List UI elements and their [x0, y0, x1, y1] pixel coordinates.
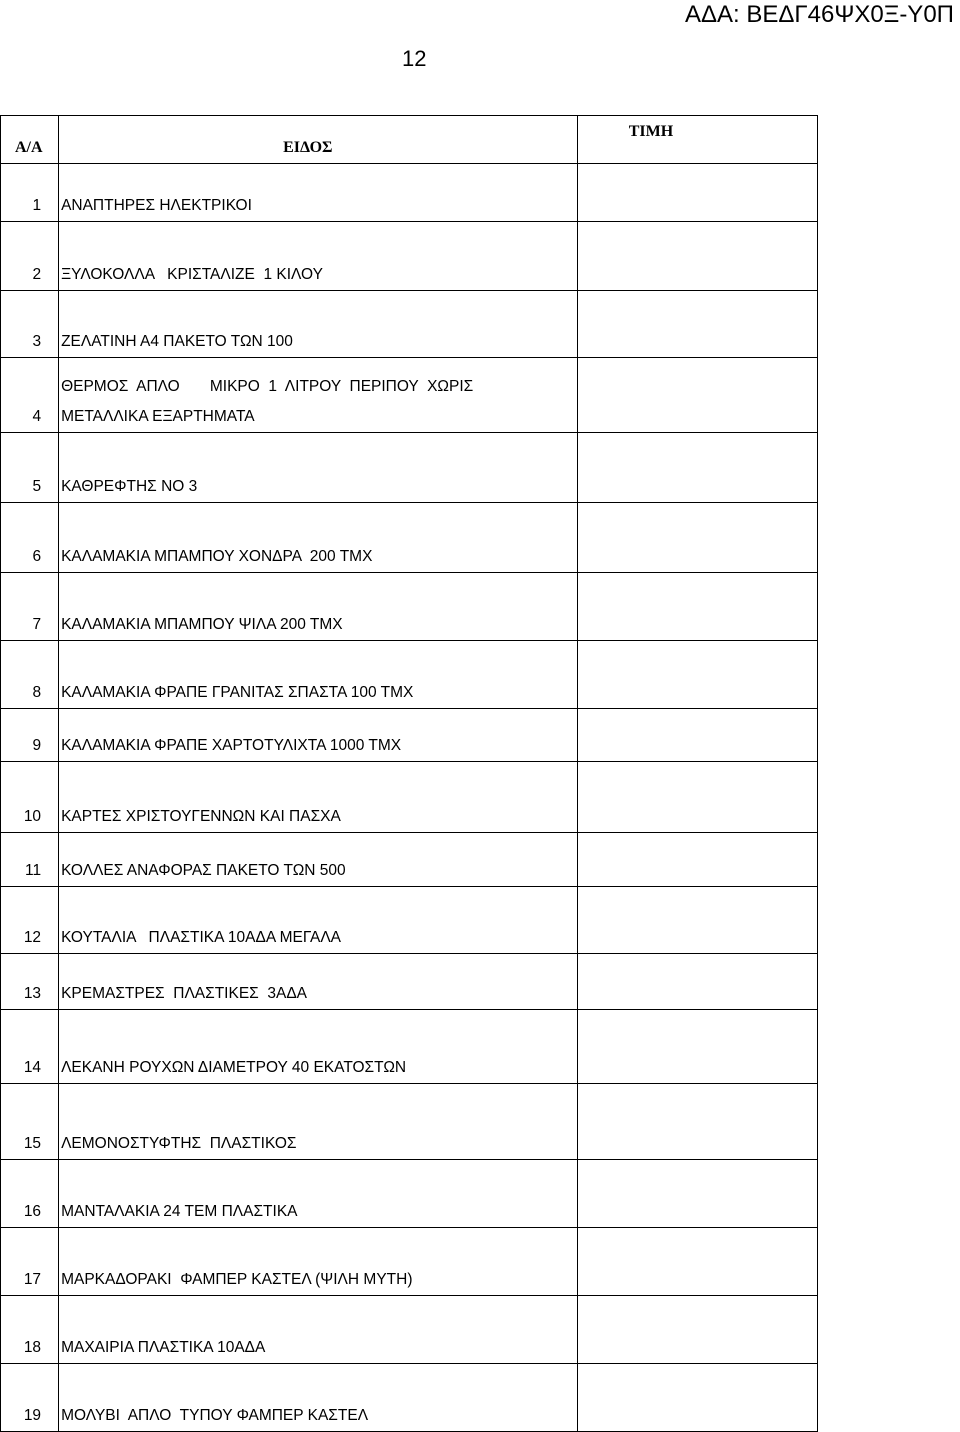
row-price	[577, 762, 817, 833]
table-row	[1, 1010, 818, 1084]
description-line: ΜΕΤΑΛΛΙΚΑ ΕΞΑΡΤΗΜΑΤΑ	[61, 408, 255, 425]
row-description	[59, 954, 578, 1010]
row-price	[577, 887, 817, 954]
table-row	[1, 1296, 818, 1364]
row-description	[59, 1228, 578, 1296]
table-row	[1, 1364, 818, 1432]
table-row	[1, 222, 818, 291]
description-line: ΞΥΛΟΚΟΛΛΑ ΚΡΙΣΤΑΛΙΖΕ 1 ΚΙΛΟΥ	[61, 266, 323, 283]
row-price	[577, 709, 817, 762]
table-row	[1, 709, 818, 762]
row-number: 2	[1, 222, 59, 291]
description-line: ΖΕΛΑΤΙΝΗ Α4 ΠΑΚΕΤΟ ΤΩΝ 100	[61, 333, 293, 350]
row-price	[577, 1160, 817, 1228]
table-row	[1, 433, 818, 503]
row-number: 16	[1, 1160, 59, 1228]
row-description	[59, 433, 578, 503]
description-line: ΚΑΘΡΕΦΤΗΣ ΝΟ 3	[61, 478, 198, 495]
row-number: 18	[1, 1296, 59, 1364]
description-line: ΜΟΛΥΒΙ ΑΠΛΟ ΤΥΠΟΥ ΦΑΜΠΕΡ ΚΑΣΤΕΛ	[61, 1407, 369, 1424]
row-price	[577, 358, 817, 433]
row-number: 10	[1, 762, 59, 833]
description-line: ΚΡΕΜΑΣΤΡΕΣ ΠΛΑΣΤΙΚΕΣ 3ΑΔΑ	[61, 985, 308, 1002]
table-row	[1, 1160, 818, 1228]
table-row	[1, 762, 818, 833]
description-line: ΜΑΡΚΑΔΟΡΑΚΙ ΦΑΜΠΕΡ ΚΑΣΤΕΛ (ΨΙΛΗ ΜΥΤΗ)	[61, 1271, 413, 1288]
page-number: 12	[402, 46, 427, 71]
row-number: 3	[1, 291, 59, 358]
description-line: ΚΑΛΑΜΑΚΙΑ ΦΡΑΠΕ ΓΡΑΝΙΤΑΣ ΣΠΑΣΤΑ 100 ΤΜΧ	[61, 684, 414, 701]
description-line: ΜΑΧΑΙΡΙΑ ΠΛΑΣΤΙΚΑ 10ΑΔΑ	[61, 1339, 266, 1356]
row-price	[577, 1228, 817, 1296]
table-row	[1, 164, 818, 222]
header-timi: ΤΙΜΗ	[577, 116, 817, 164]
row-description	[59, 222, 578, 291]
row-description	[59, 164, 578, 222]
row-number: 15	[1, 1084, 59, 1160]
row-description	[59, 573, 578, 641]
ada-code: ΑΔΑ: ΒΕΔΓ46ΨΧ0Ξ-Υ0Π	[684, 1, 954, 28]
row-number: 7	[1, 573, 59, 641]
row-price	[577, 954, 817, 1010]
description-line: ΛΕΚΑΝΗ ΡΟΥΧΩΝ ΔΙΑΜΕΤΡΟΥ 40 ΕΚΑΤΟΣΤΩΝ	[61, 1059, 407, 1076]
items-table	[0, 115, 818, 1432]
table-header-row	[1, 116, 818, 164]
row-number: 1	[1, 164, 59, 222]
row-number: 19	[1, 1364, 59, 1432]
row-description	[59, 1296, 578, 1364]
row-number: 14	[1, 1010, 59, 1084]
row-description	[59, 1010, 578, 1084]
table-row	[1, 1228, 818, 1296]
row-description	[59, 1084, 578, 1160]
row-price	[577, 164, 817, 222]
description-line: ΚΑΛΑΜΑΚΙΑ ΜΠΑΜΠΟΥ ΧΟΝΔΡΑ 200 ΤΜΧ	[61, 548, 373, 565]
row-description	[59, 358, 578, 433]
description-line: ΚΟΥΤΑΛΙΑ ΠΛΑΣΤΙΚΑ 10ΑΔΑ ΜΕΓΑΛΑ	[61, 929, 342, 946]
row-description	[59, 1160, 578, 1228]
row-price	[577, 1084, 817, 1160]
table-row	[1, 954, 818, 1010]
row-description	[59, 291, 578, 358]
row-description	[59, 833, 578, 887]
row-price	[577, 641, 817, 709]
row-price	[577, 573, 817, 641]
row-description	[59, 762, 578, 833]
description-line: ΛΕΜΟΝΟΣΤΥΦΤΗΣ ΠΛΑΣΤΙΚΟΣ	[61, 1135, 297, 1152]
row-price	[577, 222, 817, 291]
row-description	[59, 641, 578, 709]
header-eidos: ΕΙΔΟΣ	[59, 116, 578, 164]
description-line: ΜΑΝΤΑΛΑΚΙΑ 24 ΤΕΜ ΠΛΑΣΤΙΚΑ	[61, 1203, 298, 1220]
row-number: 9	[1, 709, 59, 762]
description-line: ΘΕΡΜΟΣ ΑΠΛΟ ΜΙΚΡΟ 1 ΛΙΤΡΟΥ ΠΕΡΙΠΟΥ ΧΩΡΙΣ	[61, 378, 474, 395]
table-row	[1, 291, 818, 358]
row-number: 6	[1, 503, 59, 573]
row-number: 5	[1, 433, 59, 503]
row-number: 17	[1, 1228, 59, 1296]
row-price	[577, 291, 817, 358]
row-number: 11	[1, 833, 59, 887]
table-row	[1, 641, 818, 709]
row-number: 8	[1, 641, 59, 709]
description-line: ΑΝΑΠΤΗΡΕΣ ΗΛΕΚΤΡΙΚΟΙ	[61, 197, 252, 214]
description-line: ΚΑΛΑΜΑΚΙΑ ΦΡΑΠΕ ΧΑΡΤΟΤΥΛΙΧΤΑ 1000 ΤΜΧ	[61, 737, 402, 754]
row-description	[59, 887, 578, 954]
table-row	[1, 1084, 818, 1160]
description-line: ΚΟΛΛΕΣ ΑΝΑΦΟΡΑΣ ΠΑΚΕΤΟ ΤΩΝ 500	[61, 862, 346, 879]
row-price	[577, 1010, 817, 1084]
row-number: 13	[1, 954, 59, 1010]
header-aa: Α/Α	[1, 116, 59, 164]
table-row	[1, 358, 818, 433]
row-price	[577, 1296, 817, 1364]
row-price	[577, 503, 817, 573]
table-row	[1, 573, 818, 641]
row-price	[577, 833, 817, 887]
table-row	[1, 503, 818, 573]
table-row	[1, 887, 818, 954]
row-number: 12	[1, 887, 59, 954]
description-line: ΚΑΡΤΕΣ ΧΡΙΣΤΟΥΓΕΝΝΩΝ ΚΑΙ ΠΑΣΧΑ	[61, 808, 341, 825]
table-row	[1, 833, 818, 887]
description-line: ΚΑΛΑΜΑΚΙΑ ΜΠΑΜΠΟΥ ΨΙΛΑ 200 ΤΜΧ	[61, 616, 343, 633]
row-price	[577, 1364, 817, 1432]
row-price	[577, 433, 817, 503]
row-description	[59, 709, 578, 762]
row-description	[59, 503, 578, 573]
row-number: 4	[1, 358, 59, 433]
row-description	[59, 1364, 578, 1432]
